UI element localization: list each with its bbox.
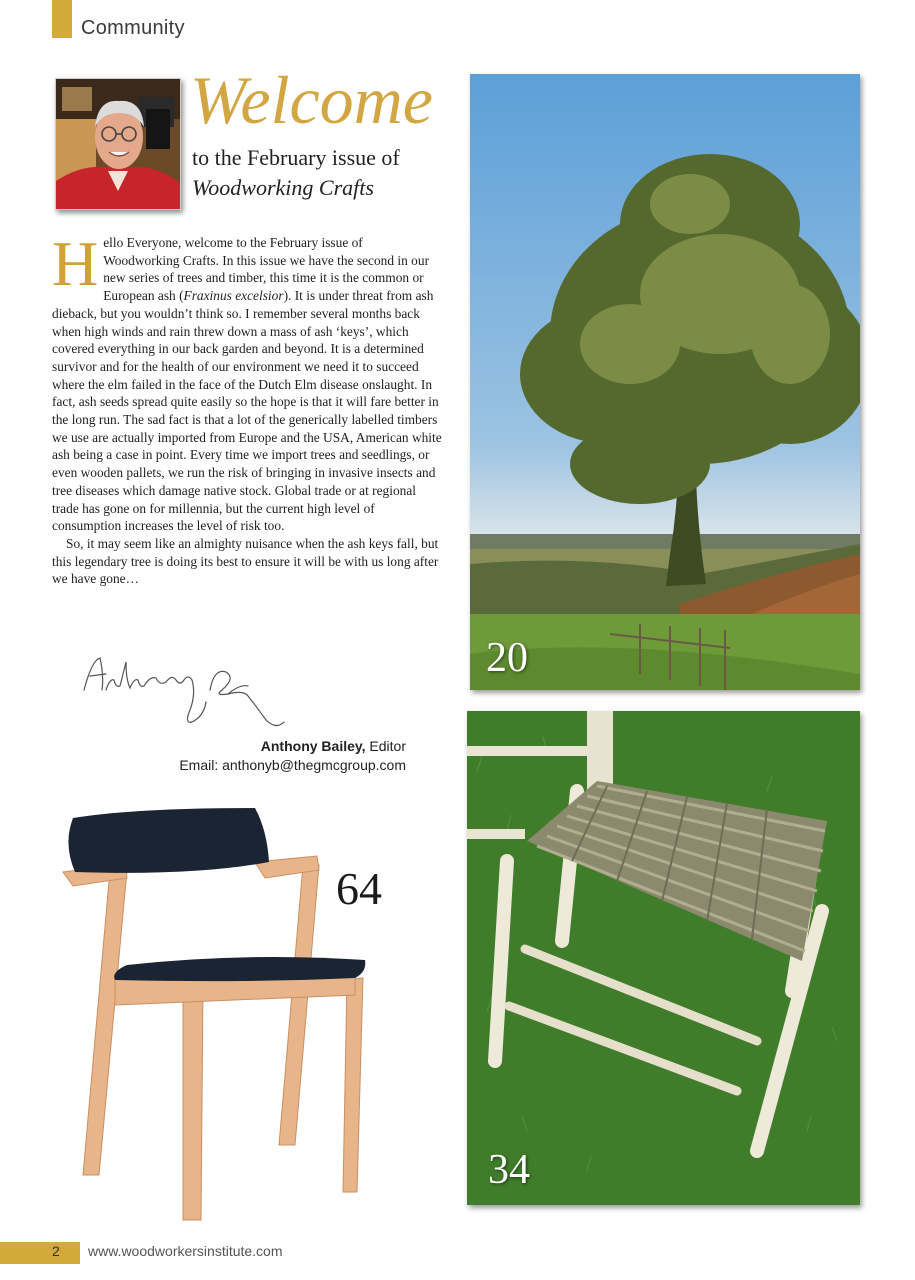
chair-feature-page-number: 64 [336, 863, 382, 914]
footer-page-number: 2 [52, 1243, 60, 1259]
paragraph-2: So, it may seem like an almighty nuisance when the ash keys fall, but this legendary tree is doing its best to ensure it will be with us long after we have gone… [52, 535, 439, 587]
woven-stool-photo[interactable] [467, 711, 860, 1205]
ash-tree-photo[interactable] [470, 74, 860, 690]
editor-email[interactable]: Email: anthonyb@thegmcgroup.com [179, 757, 406, 773]
magazine-name: Woodworking Crafts [192, 175, 374, 200]
paragraph-1 [52, 228, 442, 535]
stool-feature-page-number: 34 [488, 1147, 530, 1193]
welcome-subtitle: to the February issue of [192, 145, 400, 170]
ash-chair-image[interactable] [55, 800, 375, 1225]
editor-credit [200, 738, 406, 754]
editor-portrait [55, 78, 181, 210]
section-label: Community [81, 17, 185, 39]
welcome-title: Welcome [190, 62, 433, 138]
footer-website-link[interactable]: www.woodworkersinstitute.com [88, 1243, 283, 1259]
editorial-body [52, 228, 442, 588]
drop-cap: H [52, 228, 99, 299]
section-color-bar [52, 0, 72, 38]
species-name: Fraxinus excelsior [183, 288, 284, 304]
footer-color-bar [0, 1242, 80, 1264]
editor-role: Editor [365, 738, 406, 754]
paragraph-1-start: ello Everyone, welcome to the February issue of Woodworking Crafts. In this issue we have the second in our new series of trees and timber, this time it is the common or European ash ( [103, 235, 430, 304]
editor-signature [80, 650, 295, 732]
paragraph-1-end: ). It is under threat from ash dieback, but you wouldn’t think so. I remember several months back when high winds and rain threw down a mass of ash ‘keys’, which covered everything in our back garden and beyond. It is a determined survivor and for the health of our environment we need it to succeed where the elm failed in the face of the Dutch Elm disease onslaught. In fact, ash seeds spread quite easily so the hope is that it will fare better in the long run. The sad fact is that a lot of the generically labelled timbers we use are actually imported from Europe and the USA, American white ash being a case in point. Every time we import trees and seedlings, or even wooden pallets, we run the risk of bringing in invasive insects and tree diseases which damage native stock. Global trade or at regional trade has gone on for millennia, but the current high level of consumption increases the level of risk too. [52, 288, 442, 534]
tree-feature-page-number: 20 [486, 635, 528, 681]
editor-name: Anthony Bailey, [260, 738, 366, 754]
